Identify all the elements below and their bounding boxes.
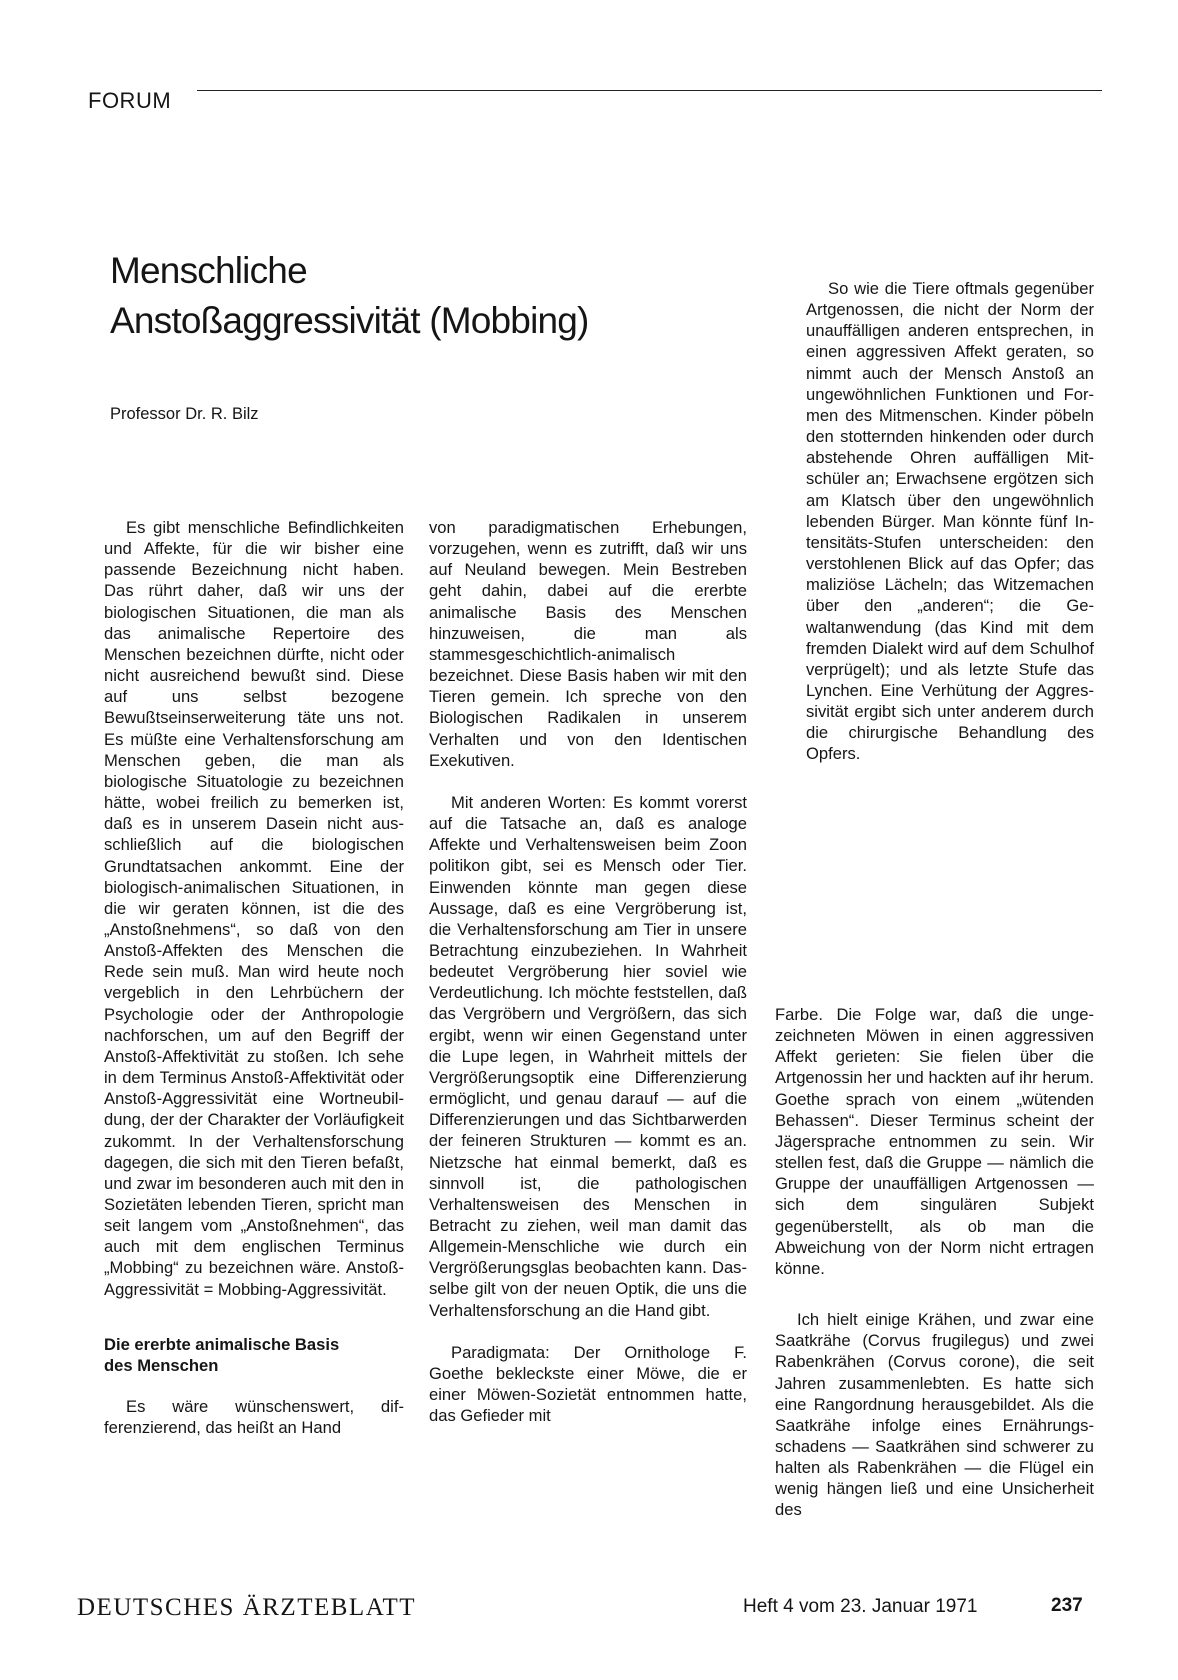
title-line-2: Anstoßaggressivität (Mobbing) — [110, 300, 589, 341]
paragraph: von paradigmatischen Erhebungen, vorzugehen, wenn es zutrifft, daß wir uns auf Neuland bewegen. Mein Bestreben geht dahin, dabei auf die ererbte animalische Basis des Menschen hinzuweisen, die man als stammesgeschichtlich-animalisch bezeichnet. Diese Basis haben wir mit den Tieren gemein. Ich spreche von den Biologischen Radikalen in unserem Verhalten und von den Identischen Exekutiven. — [429, 518, 747, 770]
paragraph: Farbe. Die Folge war, daß die ungezeichneten Möwen in einen aggressiven Affekt gerieten: Sie fielen über die Artgenossin her und hackten auf ihr herum. Goethe sprach von einem „wütenden Behassen“. Dieser Terminus scheint der Jägersprache entnommen zu sein. Wir stellen fest, daß die Gruppe — nämlich die Gruppe der unauffälligen Artgenossen — sich dem singulären Subjekt gegenüberstellt, als ob man die Abweichung von der Norm nicht ertragen könne. — [775, 1005, 1094, 1278]
article-title — [110, 246, 589, 346]
issue-info: Heft 4 vom 23. Januar 1971 — [743, 1596, 978, 1617]
text-column-1 — [104, 517, 404, 1438]
text-column-3 — [775, 1004, 1094, 1521]
paragraph: Es gibt menschliche Befindlichkeiten und Affekte, für die wir bisher eine passende Bezeichnung nicht haben. Das rührt daher, daß wir uns der biologischen Situationen, die man als das animalische Repertoire des Menschen bezeichnen dürfte, nicht oder nicht ausreichend bewußt sind. Diese auf uns selbst bezogene Bewußtseinserweiterung täte uns not. Es müßte eine Verhaltensforschung am Menschen geben, die man als biologische Situatologie zu bezeichnen hätte, wobei freilich zu bemerken ist, daß es in unserem Dasein nicht ausschließlich auf die biologischen Grundtatsachen ankommt. Eine der biologisch-animalischen Situationen, in die wir geraten können, ist die des „Anstoßnehmens“, so daß von den Anstoß-Affekten des Menschen die Rede sein muß. Man wird heute noch vergeblich in den Lehrbüchern der Psychologie oder der Anthropologie nachforschen, um auf den Begriff der Anstoß-Affektivität zu stoßen. Ich sehe in dem Terminus Anstoß-Affektivität oder Anstoß-Aggressivität eine Wortneubildung, der der Charakter der Vorläufigkeit zukommt. In der Verhaltensforschung dagegen, die sich mit den Tieren befaßt, und zwar im besonderen auch mit den in Sozietäten lebenden Tieren, spricht man seit langem vom „Anstoßnehmen“, das auch mit dem englischen Terminus „Mobbing“ zu bezeichnen wäre. Anstoß-Aggressivität = Mobbing-Aggressivität. — [104, 518, 404, 1299]
paragraph: Paradigmata: Der Ornithologe F. Goethe bekleckste einer Möwe, die er einer Möwen-Sozietät entnommen hatte, das Gefieder mit — [429, 1342, 747, 1426]
paragraph: Mit anderen Worten: Es kommt vorerst auf die Tatsache an, daß es analoge Affekte und Verhaltensweisen beim Zoon politikon gibt, sei es Mensch oder Tier. Einwenden könnte man gegen diese Aussage, daß es eine Vergröberung ist, die Verhaltensforschung am Tier in unsere Betrachtung einzubeziehen. In Wahrheit bedeutet Vergröberung hier soviel wie Verdeutlichung. Ich möchte feststellen, daß das Vergröbern und Vergrößern, das sich ergibt, wenn wir einen Gegenstand unter die Lupe legen, in Wahrheit mittels der Vergrößerungsoptik eine Differenzierung ermöglicht, und genau darauf — auf die Differenzierungen und das Sichtbarwerden der feineren Strukturen — kommt es an. Nietzsche hat einmal bemerkt, daß es sinnvoll ist, die pathologischen Verhaltensweisen des Menschen in Betracht zu ziehen, weil man damit das Allgemein-Menschliche wie durch ein Vergrößerungsglas beobachten kann. Dasselbe gilt von der neuen Optik, die uns die Verhaltensforschung an die Hand gibt. — [429, 792, 747, 1320]
section-label: FORUM — [88, 88, 172, 113]
section-heading — [104, 1334, 404, 1376]
paragraph: So wie die Tiere oftmals gegenüber Artgenossen, die nicht der Norm der unauffälligen anderen entsprechen, in einen aggressiven Affekt geraten, so nimmt auch der Mensch Anstoß an ungewöhnlichen Funktionen und Formen des Mitmenschen. Kinder pöbeln den stotternden hinkenden oder durch abstehende Ohren auffälligen Mitschüler an; Erwachsene ergötzen sich am Klatsch über den ungewöhnlich lebenden Bürger. Man könnte fünf Intensitäts-Stufen unterscheiden: den verstohlenen Blick auf das Opfer; das maliziöse Lächeln; das Witzemachen über den „anderen“; die Gewaltanwendung (das Kind mit dem fremden Dialekt wird auf dem Schulhof verprügelt); und als letzte Stufe das Lynchen. Eine Verhütung der Aggressivität ergibt sich unter anderem durch die chirurgische Behandlung des Opfers. — [806, 279, 1094, 764]
paragraph: Es wäre wünschenswert, differenzierend, das heißt an Hand — [104, 1396, 404, 1437]
heading-line-2: des Menschen — [104, 1355, 219, 1375]
title-line-1: Menschliche — [110, 250, 307, 291]
publication-name: DEUTSCHES ÄRZTEBLATT — [77, 1594, 417, 1621]
article-author: Professor Dr. R. Bilz — [110, 405, 259, 423]
text-column-2 — [429, 517, 747, 1426]
heading-line-1: Die ererbte animalische Basis — [104, 1334, 340, 1354]
paragraph: Ich hielt einige Krähen, und zwar eine Saatkrähe (Corvus frugilegus) und zwei Rabenkrähen (Corvus corone), die seit Jahren zusammenlebten. Es hatte sich eine Rangordnung herausgebildet. Als die Saatkrähe infolge eines Ernährungsschadens — Saatkrähen sind schwerer zu halten als Rabenkrähen — die Flügel ein wenig hängen ließ und eine Unsicherheit des — [775, 1310, 1094, 1520]
page-number: 237 — [1051, 1595, 1083, 1616]
header-rule — [197, 90, 1102, 91]
intro-box — [806, 278, 1094, 765]
